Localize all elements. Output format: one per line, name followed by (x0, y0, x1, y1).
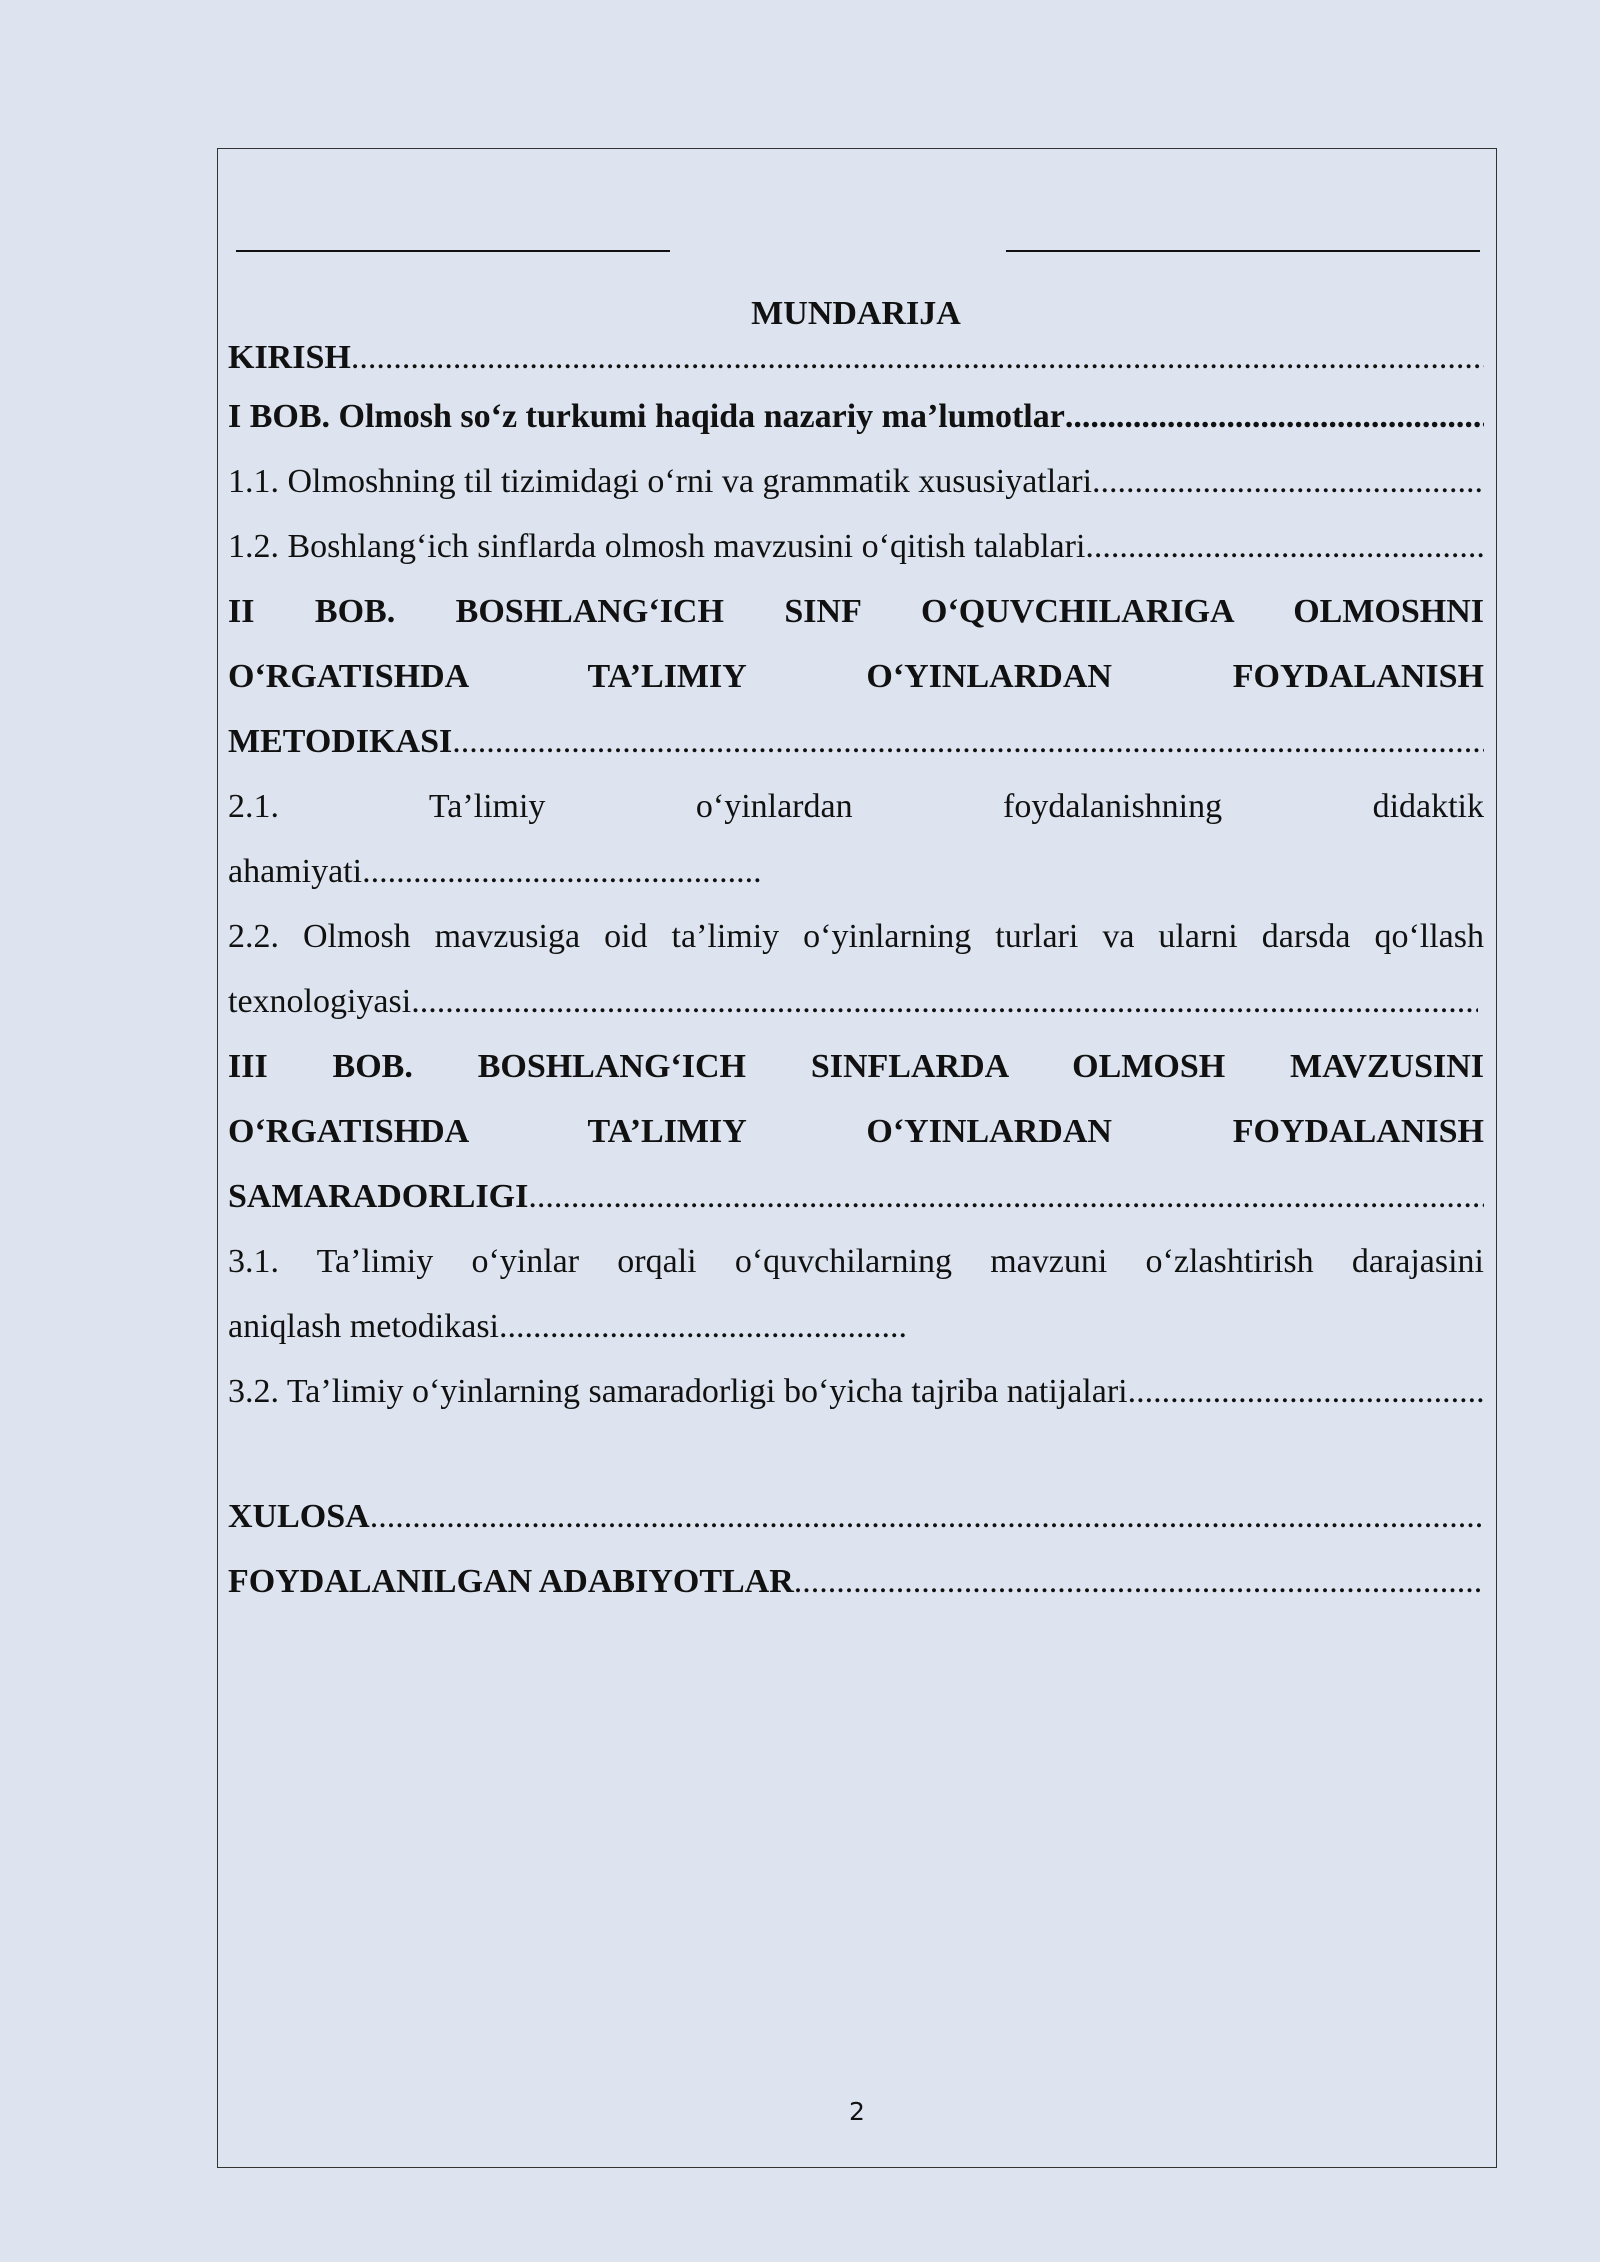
toc-leader-dots (1128, 1359, 1484, 1424)
toc-entry-bob3[interactable] (228, 1034, 1484, 1229)
toc-entry-label: I BOB. Olmosh so‘z turkumi haqida nazariy ma’lumotlar (228, 398, 1065, 435)
toc-entry-label: 1.2. Boshlang‘ich sinflarda olmosh mavzusini o‘qitish talablari (228, 528, 1086, 565)
toc-entry-label: II BOB. BOSHLANG‘ICH SINF O‘QUVCHILARIGA OLMOSHNI (228, 593, 1484, 630)
toc-leader-dots (411, 969, 1478, 1034)
toc-entry-xulosa[interactable] (228, 1484, 1484, 1549)
toc-entry-label: O‘RGATISHDA TA’LIMIY O‘YINLARDAN FOYDALANISH (228, 1113, 1484, 1150)
toc-entry-2-1[interactable] (228, 774, 1484, 904)
toc-entry-3-1[interactable] (228, 1229, 1484, 1359)
toc-leader-dots (452, 709, 1484, 774)
toc-entry-label: FOYDALANILGAN ADABIYOTLAR (228, 1563, 794, 1600)
toc-entry-1-2[interactable] (228, 514, 1484, 579)
toc-entry-label: aniqlash metodikasi (228, 1308, 500, 1345)
toc-leader-dots (794, 1549, 1484, 1614)
toc-entry-1-1[interactable] (228, 449, 1484, 514)
toc-entry-label: 3.1. Ta’limiy o‘yinlar orqali o‘quvchilarning mavzuni o‘zlashtirish darajasini (228, 1243, 1484, 1280)
toc-leader-dots (370, 1484, 1484, 1549)
page-title: MUNDARIJA (751, 295, 961, 332)
toc-entry-label: 3.2. Ta’limiy o‘yinlarning samaradorligi bo‘yicha tajriba natijalari (228, 1373, 1128, 1410)
toc-leader-dots (528, 1164, 1484, 1229)
toc-entry-2-2[interactable] (228, 904, 1484, 1034)
toc-entry-label: O‘RGATISHDA TA’LIMIY O‘YINLARDAN FOYDALANISH (228, 658, 1484, 695)
toc-entry-label: 2.2. Olmosh mavzusiga oid ta’limiy o‘yinlarning turlari va ularni darsda qo‘llash (228, 918, 1484, 955)
toc-entry-label: ahamiyati (228, 853, 363, 890)
toc-entry-bob1[interactable] (228, 384, 1484, 449)
toc-entry-3-2[interactable] (228, 1359, 1484, 1424)
toc-entry-label: METODIKASI (228, 723, 453, 760)
toc-leader-dots: ............................................... (362, 853, 762, 890)
toc-leader-dots (351, 336, 1484, 380)
toc-entry-label: KIRISH (228, 339, 351, 376)
toc-leader-dots (1065, 384, 1484, 449)
signature-line-left (236, 250, 670, 252)
page-number: 2 (849, 2097, 865, 2126)
toc-entry-kirish[interactable] (228, 336, 1484, 380)
table-of-contents (228, 340, 1484, 1614)
spacer (228, 1424, 1484, 1484)
toc-entry-adabiyotlar[interactable] (228, 1549, 1484, 1614)
signature-line-right (1006, 250, 1480, 252)
toc-leader-dots (1092, 449, 1484, 514)
toc-entry-label: XULOSA (228, 1498, 370, 1535)
toc-entry-label: texnologiyasi (228, 983, 412, 1020)
toc-entry-label: III BOB. BOSHLANG‘ICH SINFLARDA OLMOSH MAVZUSINI (228, 1048, 1484, 1085)
toc-leader-dots: ................................................ (499, 1308, 908, 1345)
toc-entry-bob2[interactable] (228, 579, 1484, 774)
toc-leader-dots (1085, 514, 1484, 579)
toc-entry-label: 2.1. Ta’limiy o‘yinlardan foydalanishning didaktik (228, 788, 1484, 825)
toc-entry-label: 1.1. Olmoshning til tizimidagi o‘rni va grammatik xususiyatlari (228, 463, 1093, 500)
toc-entry-label: SAMARADORLIGI (228, 1178, 529, 1215)
